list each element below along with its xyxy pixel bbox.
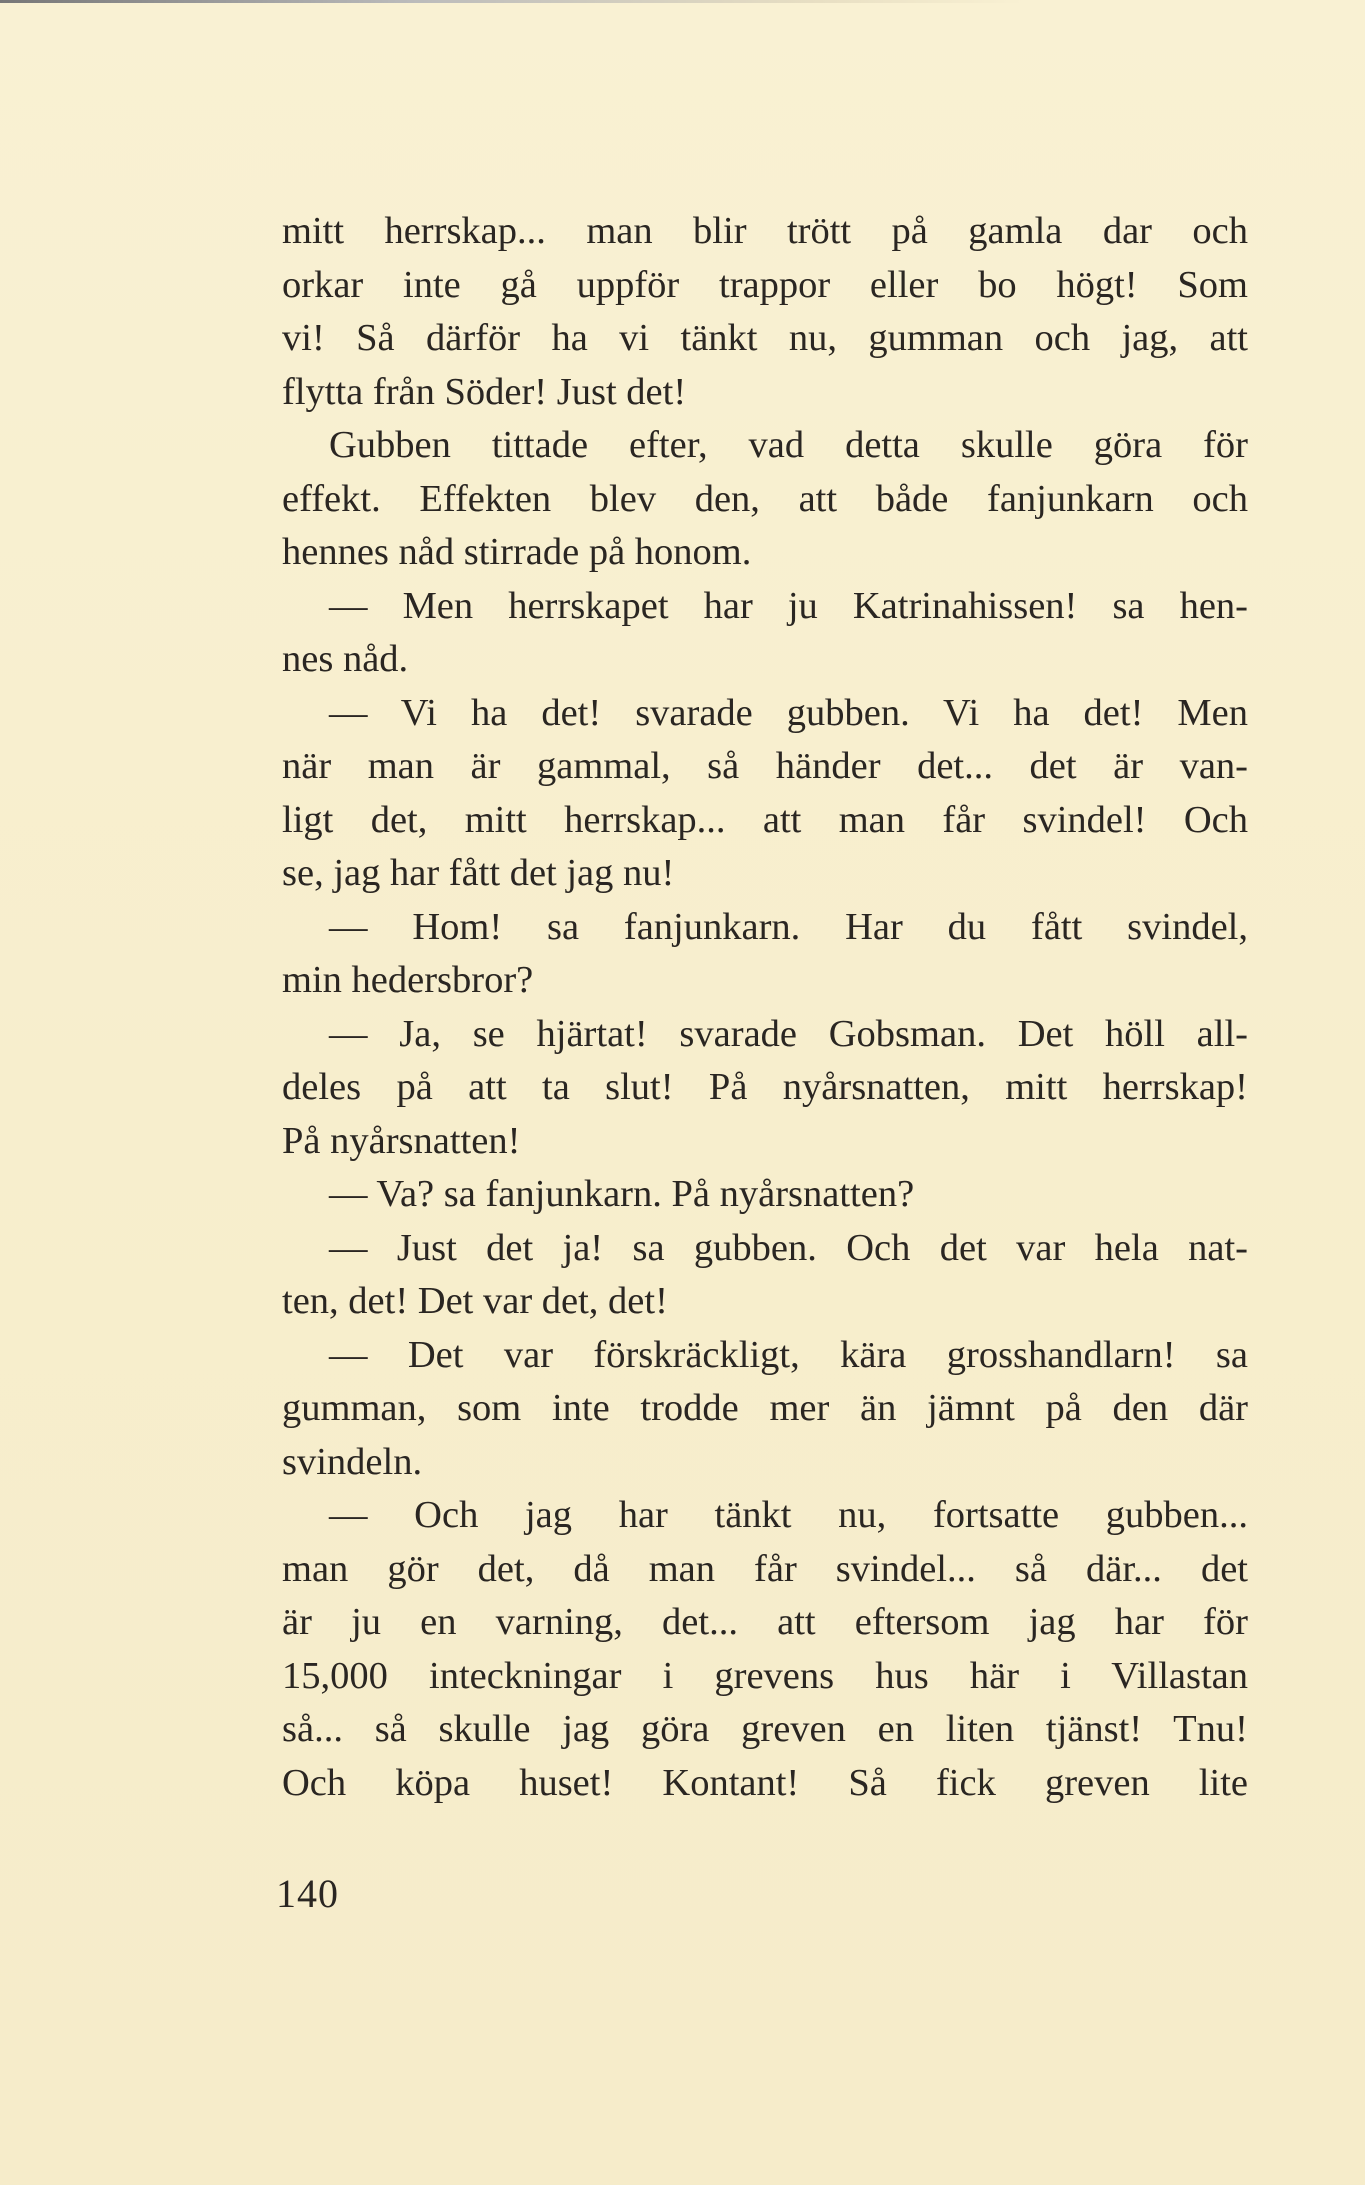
text-line: när man är gammal, så händer det... det är van- <box>282 745 1248 787</box>
text-line: se, jag har fått det jag nu! <box>282 852 675 894</box>
text-line: så... så skulle jag göra greven en liten tjänst! Tnu! <box>282 1708 1248 1750</box>
text-line: — Det var förskräckligt, kära grosshandlarn! sa <box>329 1333 1248 1376</box>
text-line: — Men herrskapet har ju Katrinahissen! sa hen- <box>329 584 1248 627</box>
text-line: flytta från Söder! Just det! <box>282 370 687 413</box>
text-line: ligt det, mitt herrskap... att man får svindel! Och <box>282 798 1248 841</box>
text-line: — Och jag har tänkt nu, fortsatte gubben... <box>329 1494 1248 1536</box>
text-line: På nyårsnatten! <box>282 1119 521 1162</box>
text-line: svindeln. <box>282 1440 423 1483</box>
page-number: 140 <box>276 1871 339 1916</box>
text-line: — Vi ha det! svarade gubben. Vi ha det! Men <box>329 691 1248 734</box>
text-line: man gör det, då man får svindel... så där... det <box>282 1547 1248 1590</box>
text-line: Och köpa huset! Kontant! Så fick greven lite <box>282 1761 1248 1804</box>
text-line: hennes nåd stirrade på honom. <box>282 531 752 573</box>
text-line: orkar inte gå uppför trappor eller bo högt! Som <box>282 263 1248 306</box>
text-line: min hedersbror? <box>282 959 534 1001</box>
text-line: Gubben tittade efter, vad detta skulle göra för <box>329 424 1248 466</box>
text-line: deles på att ta slut! På nyårsnatten, mitt herrskap! <box>282 1066 1248 1108</box>
text-line: gumman, som inte trodde mer än jämnt på den där <box>282 1387 1248 1429</box>
body-text <box>282 205 1248 1810</box>
text-line: — Va? sa fanjunkarn. På nyårsnatten? <box>329 1173 915 1215</box>
text-line: effekt. Effekten blev den, att både fanjunkarn och <box>282 477 1248 520</box>
text-line: är ju en varning, det... att eftersom jag har för <box>282 1601 1248 1643</box>
page-top-edge <box>0 0 1365 3</box>
text-line: vi! Så därför ha vi tänkt nu, gumman och jag, att <box>282 317 1248 359</box>
text-line: — Just det ja! sa gubben. Och det var hela nat- <box>329 1226 1248 1269</box>
text-line: ten, det! Det var det, det! <box>282 1280 668 1322</box>
text-line: mitt herrskap... man blir trött på gamla dar och <box>282 210 1248 252</box>
text-line: nes nåd. <box>282 638 409 680</box>
text-line: — Hom! sa fanjunkarn. Har du fått svindel, <box>329 905 1248 948</box>
text-line: — Ja, se hjärtat! svarade Gobsman. Det höll all- <box>329 1012 1248 1055</box>
text-line: 15,000 inteckningar i grevens hus här i Villastan <box>282 1654 1248 1697</box>
